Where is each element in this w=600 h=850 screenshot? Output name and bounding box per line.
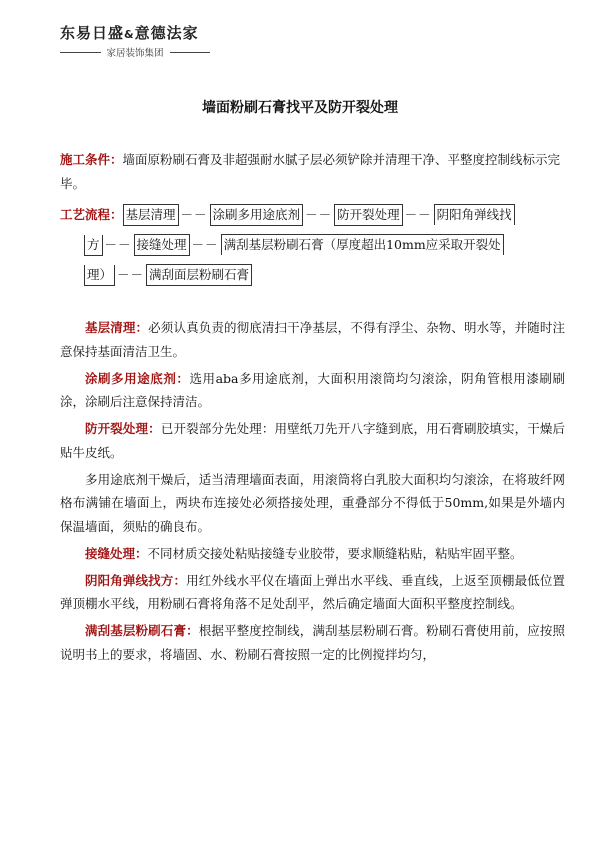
logo-title xyxy=(60,22,210,43)
process-flow-row-2 xyxy=(60,233,560,263)
page-title: 墙面粉刷石膏找平及防开裂处理 xyxy=(202,100,398,116)
section-mesh xyxy=(60,468,565,539)
step-anti-crack: 防开裂处理 xyxy=(334,204,403,226)
conditions-text: 墙面原粉刷石膏及非超强耐水腻子层必须铲除并清理干净、平整度控制线标示完毕。 xyxy=(60,152,561,191)
section-text: 不同材质交接处粘贴接缝专业胶带，要求顺缝粘贴，粘贴牢固平整。 xyxy=(147,545,523,561)
section-joint xyxy=(60,542,565,566)
section-term: 接缝处理： xyxy=(85,545,148,561)
step-primer: 涂刷多用途底剂 xyxy=(210,204,304,226)
logo-main-text: 东易日盛 xyxy=(60,24,125,42)
step-dash: －－ xyxy=(305,207,333,222)
step-base-plaster-part2: 理） xyxy=(84,265,115,286)
section-base-plaster xyxy=(60,619,565,666)
step-dash: －－ xyxy=(117,267,145,282)
step-base-cleaning: 基层清理 xyxy=(123,204,179,226)
section-term: 防开裂处理： xyxy=(85,421,161,436)
step-joint-treatment: 接缝处理 xyxy=(134,234,190,256)
section-base-cleaning xyxy=(60,316,565,363)
process-flow xyxy=(60,203,560,293)
process-label: 工艺流程： xyxy=(60,207,123,222)
section-term: 基层清理： xyxy=(85,320,149,335)
step-dash: －－ xyxy=(104,237,132,252)
step-dash: －－ xyxy=(191,237,219,252)
section-corner-lines xyxy=(60,569,565,616)
company-logo xyxy=(60,22,210,59)
section-term: 涂刷多用途底剂： xyxy=(85,370,190,386)
logo-subtitle: 家居装饰集团 xyxy=(106,48,164,59)
logo-rule-right xyxy=(170,52,211,53)
section-term: 满刮基层粉刷石膏： xyxy=(85,623,199,638)
section-text: 多用途底剂干燥后，适当清理墙面表面，用滚筒将白乳胶大面积均匀滚涂，在将玻纤网格布满铺在墙面上，两块布连接处必须搭接处理，重叠部分不得低于50mm,如果是外墙内保温墙面，须贴的确良布。 xyxy=(60,471,565,534)
logo-rule-left xyxy=(60,52,101,53)
section-primer xyxy=(60,367,565,414)
conditions-label: 施工条件： xyxy=(60,152,123,167)
section-term: 阴阳角弹线找方： xyxy=(85,572,187,588)
logo-ampersand: & xyxy=(124,28,135,41)
section-anti-crack xyxy=(60,417,565,464)
step-corner-lines-part2: 方 xyxy=(84,235,103,256)
construction-conditions xyxy=(60,148,570,196)
step-dash: －－ xyxy=(404,207,432,222)
section-text: 已开裂部分先处理：用壁纸刀先开八字缝到底，用石膏刷胶填实，干燥后贴牛皮纸。 xyxy=(60,421,565,460)
logo-second-text: 意德法家 xyxy=(134,24,199,42)
section-text: 选用aba多用途底剂，大面积用滚筒均匀滚涂，阴角管根用漆刷刷涂，涂刷后注意保持清洁。 xyxy=(60,370,565,409)
step-surface-plaster: 满刮面层粉刷石膏 xyxy=(146,264,252,286)
step-corner-lines-part1: 阴阳角弹线找 xyxy=(434,204,515,225)
step-base-plaster-part1: 满刮基层粉刷石膏（厚度超出10mm应采取开裂处 xyxy=(221,234,504,255)
process-flow-row-1 xyxy=(60,203,560,233)
logo-subtitle-row xyxy=(60,45,210,59)
section-text: 用红外线水平仪在墙面上弹出水平线、垂直线，上返至顶棚最低位置弹顶棚水平线，用粉刷石膏将角落不足处刮平，然后确定墙面大面积平整度控制线。 xyxy=(60,572,565,611)
section-text: 根据平整度控制线，满刮基层粉刷石膏。粉刷石膏使用前，应按照说明书上的要求，将墙固、水、粉刷石膏按照一定的比例搅拌均匀， xyxy=(60,623,565,662)
section-text: 必须认真负责的彻底清扫干净基层，不得有浮尘、杂物、明水等，并随时注意保持基面清洁卫生。 xyxy=(60,320,565,359)
step-dash: －－ xyxy=(180,207,208,222)
procedure-sections xyxy=(60,316,565,670)
process-flow-row-3 xyxy=(60,263,560,293)
